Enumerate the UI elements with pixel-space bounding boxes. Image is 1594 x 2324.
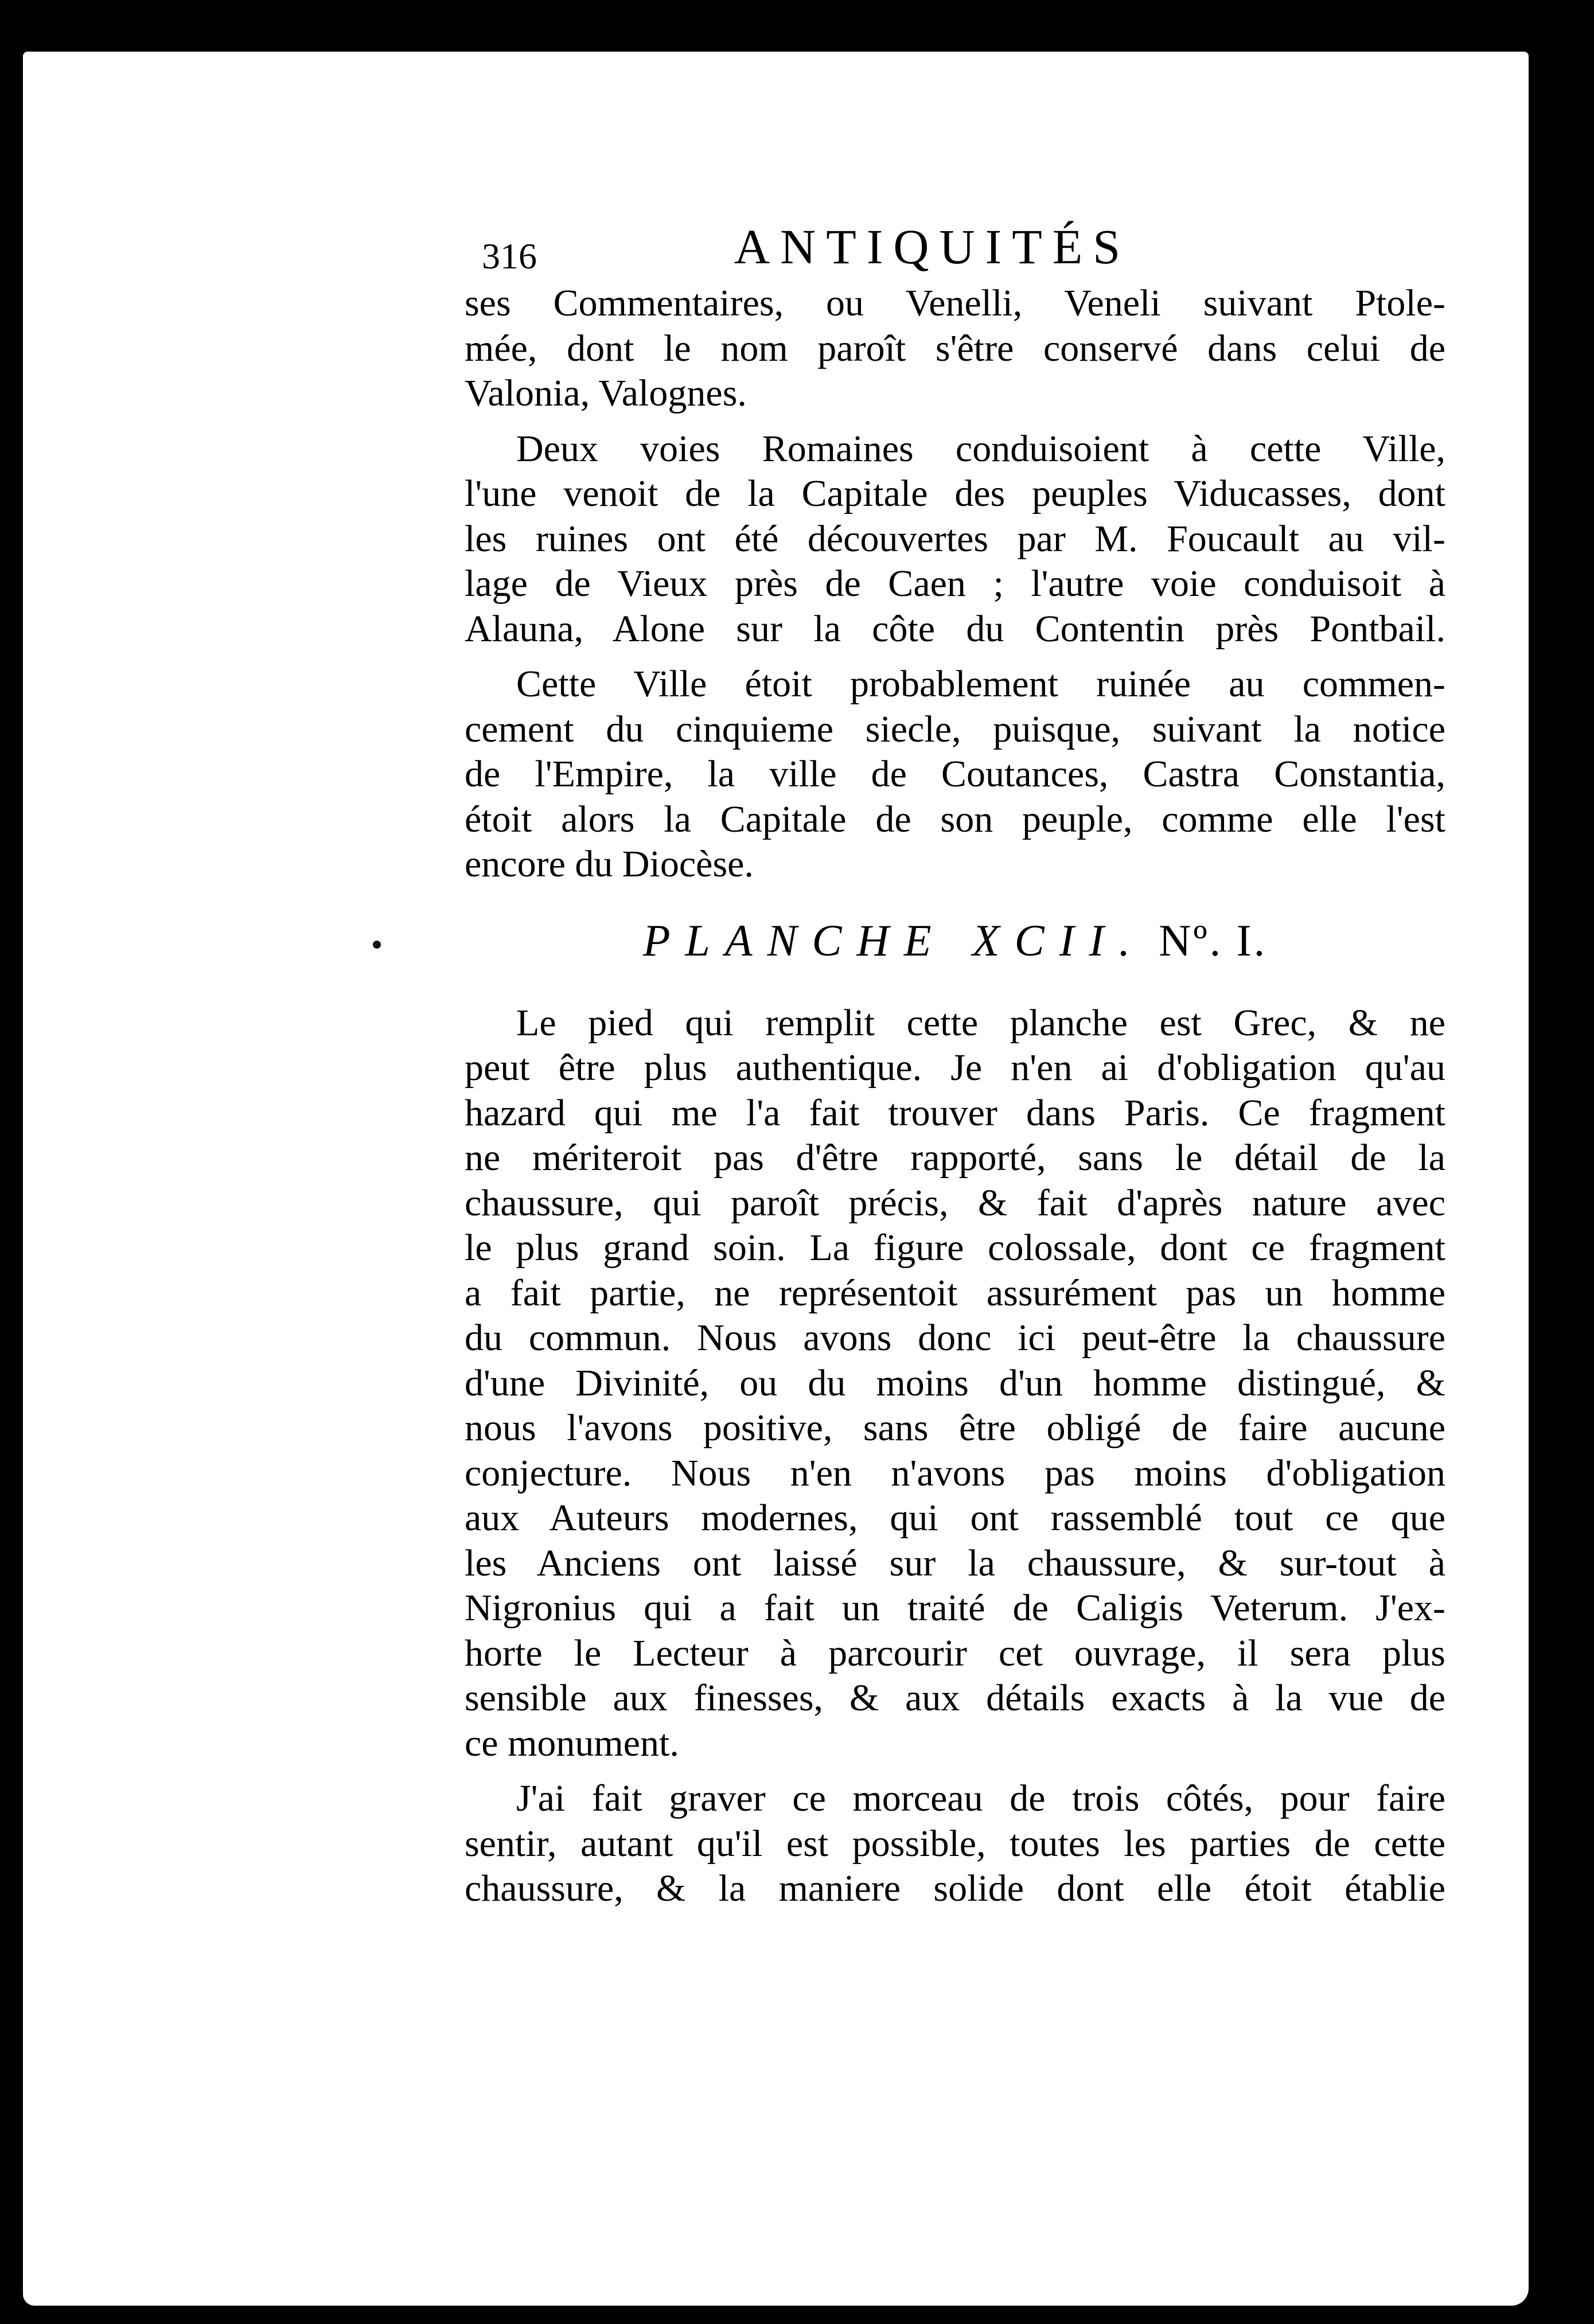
ink-speck	[373, 941, 381, 949]
text-line: sensible aux finesses, & aux détails exacts à la vue de	[465, 1677, 1445, 1719]
page-number: 316	[482, 236, 537, 276]
text-line: sentir, autant qu'il est possible, toutes les parties de cette	[465, 1822, 1445, 1865]
text-line: a fait partie, ne représentoit assurément pas un homme	[465, 1272, 1445, 1314]
text-line: encore du Diocèse.	[465, 843, 754, 885]
text-line: d'une Divinité, ou du moins d'un homme distingué, &	[465, 1362, 1445, 1404]
text-line: chaussure, qui paroît précis, & fait d'après nature avec	[465, 1182, 1445, 1224]
text-line: peut être plus authentique. Je n'en ai d'obligation qu'au	[465, 1047, 1445, 1089]
text-line: l'une venoit de la Capitale des peuples Viducasses, dont	[465, 473, 1445, 514]
text-line: les Anciens ont laissé sur la chaussure, & sur-tout à	[465, 1542, 1445, 1584]
paragraph-4	[465, 1001, 1445, 1767]
text-line: Valonia, Valognes.	[465, 372, 747, 414]
text-line: les ruines ont été découvertes par M. Foucault au vil-	[465, 517, 1445, 560]
text-line: chaussure, & la maniere solide dont elle étoit établie	[465, 1867, 1445, 1909]
text-line: étoit alors la Capitale de son peuple, comme elle l'est	[465, 798, 1445, 840]
text-line: Le pied qui remplit cette planche est Grec, & ne	[516, 1001, 1445, 1044]
text-line: Alauna, Alone sur la côte du Contentin près Pontbail.	[465, 607, 1445, 650]
section-number: Nº. I.	[1159, 915, 1268, 965]
paragraph-2	[465, 427, 1445, 652]
text-line: J'ai fait graver ce morceau de trois côtés, pour faire	[516, 1777, 1445, 1819]
text-line: de l'Empire, la ville de Coutances, Castra Constantia,	[465, 753, 1445, 795]
text-line: le plus grand soin. La figure colossale, dont ce fragment	[465, 1227, 1445, 1269]
text-block	[465, 201, 1445, 1912]
text-line: conjecture. Nous n'en n'avons pas moins d'obligation	[465, 1452, 1445, 1494]
text-line: mée, dont le nom paroît s'être conservé dans celui de	[465, 327, 1445, 369]
text-line: ses Commentaires, ou Venelli, Veneli suivant Ptole-	[465, 282, 1445, 324]
text-line: nous l'avons positive, sans être obligé de faire aucune	[465, 1407, 1445, 1449]
text-line: du commun. Nous avons donc ici peut-être la chaussure	[465, 1317, 1445, 1359]
paragraph-1	[465, 281, 1445, 416]
text-line: hazard qui me l'a fait trouver dans Paris. Ce fragment	[465, 1091, 1445, 1134]
text-line: aux Auteurs modernes, qui ont rassemblé tout ce que	[465, 1497, 1445, 1539]
section-title: PLANCHE XCII.	[642, 915, 1145, 965]
text-line: ce monument.	[465, 1722, 679, 1764]
running-title: ANTIQUITÉS	[734, 219, 1131, 274]
text-line: Deux voies Romaines conduisoient à cette Ville,	[516, 427, 1445, 470]
section-heading	[465, 915, 1445, 966]
text-line: horte le Lecteur à parcourir cet ouvrage, il sera plus	[465, 1632, 1445, 1674]
paragraph-3	[465, 662, 1445, 887]
book-page	[23, 52, 1529, 2306]
paragraph-5	[465, 1776, 1445, 1912]
text-line: Cette Ville étoit probablement ruinée au commen-	[516, 663, 1445, 705]
text-line: lage de Vieux près de Caen ; l'autre voie conduisoit à	[465, 563, 1445, 605]
text-line: ne mériteroit pas d'être rapporté, sans le détail de la	[465, 1137, 1445, 1179]
text-line: Nigronius qui a fait un traité de Caligis Veterum. J'ex-	[465, 1587, 1445, 1629]
text-line: cement du cinquieme siecle, puisque, suivant la notice	[465, 708, 1445, 750]
running-head	[465, 201, 1445, 281]
